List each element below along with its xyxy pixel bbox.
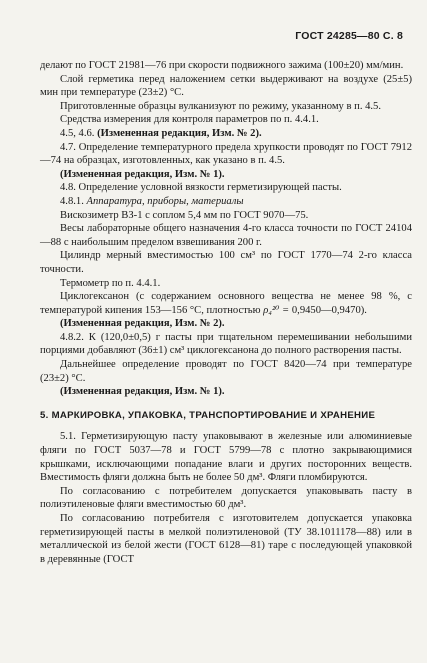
paragraph [40, 127, 412, 141]
paragraph: делают по ГОСТ 21981—76 при скорости подвижного зажима (100±20) мм/мин. [40, 60, 404, 71]
paragraph-text: 0,9450—0,9470). [291, 304, 367, 316]
paragraph: По согласованию с потребителем допускается упаковывать пасту в полиэтиленовые фляги вместимостью 60 дм³. [40, 485, 412, 511]
paragraph: 4.8.2. К (120,0±0,5) г пасты при тщательном перемешивании небольшими порциями добавляют (36±1) см³ циклогексанона до полного растворения пасты. [40, 331, 412, 357]
paragraph: Вискозиметр ВЗ-1 с соплом 5,4 мм по ГОСТ 9070—75. [60, 209, 309, 221]
paragraph [40, 195, 412, 209]
paragraph-text: Циклогексанон (с содержанием основного вещества не менее 98 %, с температурой кипения 153—156 °С, плотностью [40, 291, 412, 316]
paragraph: Средства измерения для контроля параметров по п. 4.4.1. [60, 114, 319, 126]
subheading: Аппаратура, приборы, материалы [86, 195, 244, 207]
paragraph: Цилиндр мерный вместимостью 100 см³ по ГОСТ 1770—74 2-го класса точности. [40, 250, 412, 275]
clause-number: 4.5, 4.6. [60, 127, 98, 139]
paragraph: Весы лабораторные общего назначения 4-го класса точности по ГОСТ 24104—88 с наибольшим пределом взвешивания 200 г. [40, 223, 412, 248]
paragraph: Термометр по п. 4.4.1. [60, 277, 161, 289]
density-symbol: ρ₄²⁰ = [263, 304, 290, 316]
paragraph: 5.1. Герметизирующую пасту упаковывают в железные или алюминиевые фляги по ГОСТ 5037—78 и ГОСТ 5799—78 с плотно закрывающимися крышками, исключающими попадание влаги и других посторонних веществ. Вместимость фляги должна быть не более 50 дм³. Фляги пломбируются. [40, 431, 412, 484]
amendment-note: (Измененная редакция, Изм. № 1). [60, 386, 225, 398]
page-header: ГОСТ 24285—80 С. 8 [295, 30, 403, 42]
paragraph: Дальнейшее определение проводят по ГОСТ 8420—74 при температуре (23±2) °С. [40, 359, 412, 384]
paragraph: По согласованию потребителя с изготовителем допускается упаковка герметизирующей пасты в мелкой полиэтиленовой (ТУ 38.1011178—88) или в металлической из белой жести (ГОСТ 6128—81) таре с последующей упаковкой в деревянные (ГОСТ [40, 513, 412, 565]
amendment-note: (Измененная редакция, Изм. № 2). [60, 318, 225, 330]
section-heading: 5. МАРКИРОВКА, УПАКОВКА, ТРАНСПОРТИРОВАНИЕ И ХРАНЕНИЕ [40, 409, 376, 421]
paragraph [40, 290, 412, 317]
paragraph: 4.7. Определение температурного предела хрупкости проводят по ГОСТ 7912—74 на образцах, изготовленных, как указано в п. 4.5. [40, 141, 412, 167]
paragraph: Слой герметика перед наложением сетки выдерживают на воздухе (25±5) мин при температуре (23±2) °С. [40, 73, 412, 99]
document-body [40, 59, 412, 566]
clause-number: 4.8.1. [60, 195, 87, 207]
paragraph: Приготовленные образцы вулканизуют по режиму, указанному в п. 4.5. [60, 100, 382, 112]
amendment-note: (Измененная редакция, Изм. № 1). [60, 168, 225, 180]
paragraph: 4.8. Определение условной вязкости герметизирующей пасты. [60, 182, 342, 194]
amendment-note: (Измененная редакция, Изм. № 2). [97, 127, 262, 139]
